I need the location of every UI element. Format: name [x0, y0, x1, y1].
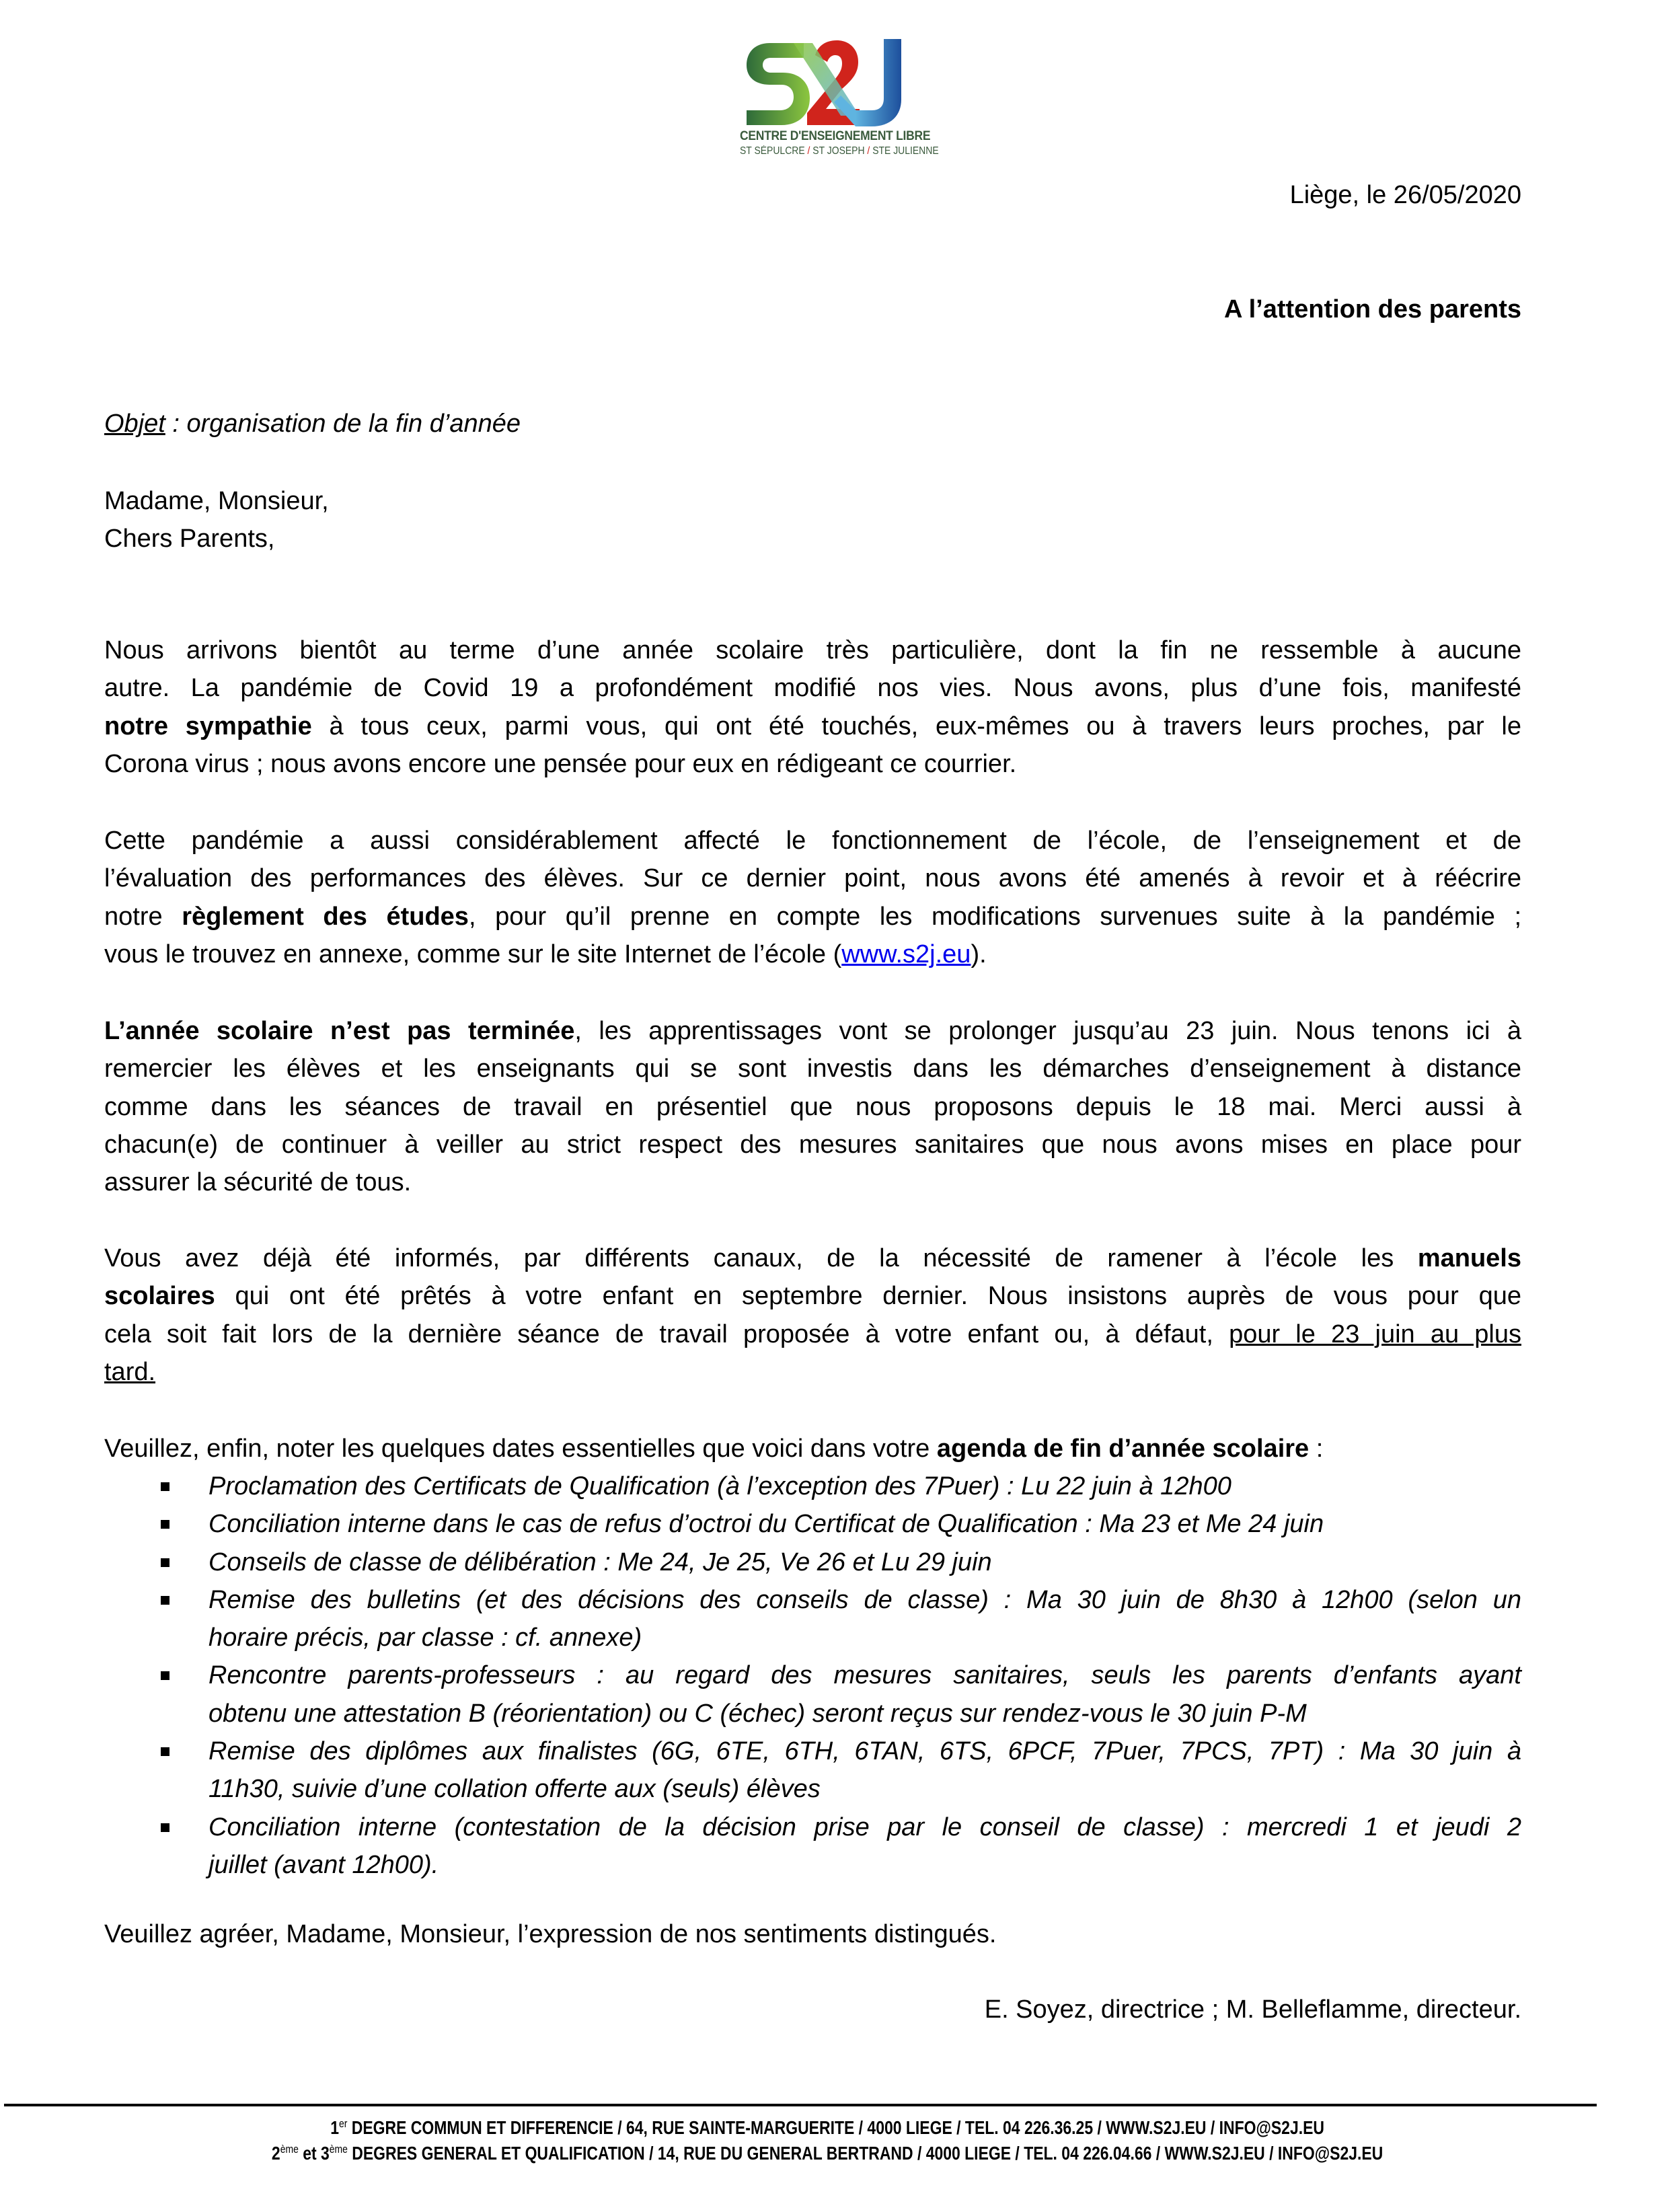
paragraph-line: autre. La pandémie de Covid 19 a profondément modifié nos vies. Nous avons, plus d’une fois, manifesté — [104, 674, 1521, 703]
paragraph-line — [104, 898, 1521, 936]
salutation-line-2: Chers Parents, — [104, 525, 275, 553]
paragraph-annee-non-terminee — [104, 1012, 1521, 1201]
text-run: et 3 — [298, 2143, 330, 2164]
subject-text: : organisation de la fin d’année — [165, 410, 521, 438]
square-bullet-icon — [161, 1747, 169, 1756]
agenda-item-text: juillet (avant 12h00). — [208, 1850, 439, 1879]
agenda-item — [104, 1656, 1521, 1732]
agenda-item-text: Conciliation interne dans le cas de refus d’octroi du Certificat de Qualification : Ma 23 et Me 24 juin — [208, 1510, 1324, 1539]
recipient-line: A l’attention des parents — [1224, 295, 1521, 323]
signature: E. Soyez, directrice ; M. Belleflamme, directeur. — [984, 1995, 1521, 2024]
text-run: , les apprentissages vont se prolonger jusqu’au 23 juin. Nous tenons ici à — [574, 1017, 1521, 1045]
logo-tagline: CENTRE D'ENSEIGNEMENT LIBRE — [740, 129, 931, 143]
agenda-item-text: obtenu une attestation B (réorientation) ou C (échec) seront reçus sur rendez-vous le 30 juin P-M — [208, 1699, 1307, 1728]
agenda-item — [104, 1581, 1521, 1657]
paragraph-line: Nous arrivons bientôt au terme d’une année scolaire très particulière, dont la fin ne ressemble à aucune — [104, 636, 1521, 664]
agenda-intro — [104, 1430, 1323, 1467]
paragraph-line — [104, 1353, 1521, 1391]
agenda-item — [104, 1467, 1521, 1505]
place-date: Liège, le 26/05/2020 — [1289, 181, 1521, 209]
emphasis-scolaires: scolaires — [104, 1282, 215, 1311]
logo-campus-2: ST JOSEPH — [810, 145, 868, 157]
logo-campus-1: ST SÉPULCRE — [740, 145, 808, 157]
text-run: 1 — [330, 2117, 339, 2138]
text-run: qui ont été prêtés à votre enfant en septembre dernier. Nous insistons auprès de vous pour que — [215, 1282, 1521, 1311]
logo-campus-3: STE JULIENNE — [870, 145, 939, 157]
superscript: ème — [329, 2143, 348, 2156]
paragraph-line: comme dans les séances de travail en présentiel que nous proposons depuis le 18 mai. Merci aussi à — [104, 1092, 1521, 1121]
salutation-line-1: Madame, Monsieur, — [104, 487, 329, 515]
school-logo — [740, 35, 939, 159]
paragraph-line — [104, 1012, 1521, 1050]
agenda-item — [104, 1543, 1521, 1581]
paragraph-line: assurer la sécurité de tous. — [104, 1168, 412, 1197]
agenda-item-text: Proclamation des Certificats de Qualification (à l’exception des 7Puer) : Lu 22 juin à 12h00 — [208, 1472, 1231, 1500]
paragraph-reglement — [104, 822, 1521, 973]
logo-separator: / — [807, 145, 810, 157]
emphasis-sympathie: notre sympathie — [104, 712, 312, 740]
footer-divider — [4, 2104, 1597, 2106]
agenda-item — [104, 1505, 1521, 1543]
text-run: 2 — [271, 2143, 280, 2164]
paragraph-line: l’évaluation des performances des élèves. Sur ce dernier point, nous avons été amenés à revoir et à réécrire — [104, 864, 1521, 893]
square-bullet-icon — [161, 1823, 169, 1832]
text-run: Vous avez déjà été informés, par différents canaux, de la nécessité de ramener à l’école les — [104, 1244, 1418, 1272]
agenda-list — [104, 1467, 1521, 1884]
footer-line-1 — [143, 2112, 1511, 2140]
agenda-item-text: Remise des diplômes aux finalistes (6G, 6TE, 6TH, 6TAN, 6TS, 6PCF, 7Puer, 7PCS, 7PT) : Ma 30 juin à — [208, 1737, 1521, 1766]
agenda-item-text: 11h30, suivie d’une collation offerte aux (seuls) élèves — [208, 1775, 821, 1804]
paragraph-line: Corona virus ; nous avons encore une pensée pour eux en rédigeant ce courrier. — [104, 749, 1017, 778]
paragraph-line — [104, 1315, 1521, 1353]
text-run: notre — [104, 902, 182, 931]
s2j-logo-mark-icon — [740, 35, 908, 129]
superscript: ème — [280, 2143, 299, 2156]
logo-campuses — [740, 145, 939, 157]
paragraph-line — [104, 1277, 1521, 1315]
text-run: à tous ceux, parmi vous, qui ont été touchés, eux-mêmes ou à travers leurs proches, par le — [311, 712, 1521, 740]
subject-line — [104, 405, 521, 443]
text-run: Veuillez, enfin, noter les quelques dates essentielles que voici dans votre — [104, 1435, 937, 1463]
superscript: er — [338, 2117, 348, 2130]
agenda-item — [104, 1732, 1521, 1808]
agenda-item-text: Conseils de classe de délibération : Me 24, Je 25, Ve 26 et Lu 29 juin — [208, 1548, 992, 1576]
website-link[interactable]: www.s2j.eu — [841, 940, 971, 968]
agenda-item-text: Rencontre parents-professeurs : au regard des mesures sanitaires, seuls les parents d’enfants ayant — [208, 1661, 1521, 1690]
paragraph-line — [104, 936, 1521, 973]
paragraph-line: chacun(e) de continuer à veiller au strict respect des mesures sanitaires que nous avons mises en place pour — [104, 1130, 1521, 1159]
emphasis-annee: L’année scolaire n’est pas terminée — [104, 1017, 575, 1045]
closing-formula: Veuillez agréer, Madame, Monsieur, l’expression de nos sentiments distingués. — [104, 1920, 997, 1948]
agenda-item-text: Conciliation interne (contestation de la décision prise par le conseil de classe) : mercredi 1 et jeudi 2 — [208, 1813, 1521, 1841]
paragraph-line: remercier les élèves et les enseignants qui se sont investis dans les démarches d’enseignement à distance — [104, 1055, 1521, 1083]
footer-address-2: DEGRES GENERAL ET QUALIFICATION / 14, RUE DU GENERAL BERTRAND / 4000 LIEGE / TEL. 04 226.04.66 / WWW.S2J.EU / INFO@S2J.EU — [347, 2143, 1383, 2164]
text-run: vous le trouvez en annexe, comme sur le site Internet de l’école ( — [104, 940, 842, 968]
logo-separator: / — [867, 145, 870, 157]
subject-label: Objet — [104, 410, 165, 438]
agenda-item — [104, 1808, 1521, 1884]
agenda-item-text: horaire précis, par classe : cf. annexe) — [208, 1624, 642, 1652]
text-run: , pour qu’il prenne en compte les modifications survenues suite à la pandémie ; — [468, 902, 1522, 931]
text-run: ). — [971, 940, 987, 968]
square-bullet-icon — [161, 1671, 169, 1680]
paragraph-manuels — [104, 1240, 1521, 1391]
square-bullet-icon — [161, 1558, 169, 1567]
square-bullet-icon — [161, 1482, 169, 1491]
deadline-underlined: pour le 23 juin au plus — [1229, 1320, 1521, 1348]
square-bullet-icon — [161, 1520, 169, 1529]
paragraph-intro — [104, 632, 1521, 783]
text-run: : — [1309, 1435, 1324, 1463]
deadline-underlined: tard. — [104, 1357, 156, 1386]
emphasis-manuels: manuels — [1417, 1244, 1521, 1272]
square-bullet-icon — [161, 1596, 169, 1605]
emphasis-agenda: agenda de fin d’année scolaire — [936, 1435, 1310, 1463]
paragraph-line: Cette pandémie a aussi considérablement affecté le fonctionnement de l’école, de l’enseignement et de — [104, 827, 1521, 855]
footer-line-2 — [143, 2137, 1511, 2166]
text-run: cela soit fait lors de la dernière séance de travail proposée à votre enfant ou, à défaut, — [104, 1320, 1229, 1348]
paragraph-line — [104, 708, 1521, 745]
footer-address-1: DEGRE COMMUN ET DIFFERENCIE / 64, RUE SAINTE-MARGUERITE / 4000 LIEGE / TEL. 04 226.36.25 / WWW.S2J.EU / INFO@S2J.EU — [347, 2117, 1324, 2138]
agenda-item-text: Remise des bulletins (et des décisions des conseils de classe) : Ma 30 juin de 8h30 à 12h00 (selon un — [208, 1585, 1521, 1614]
paragraph-line — [104, 1240, 1521, 1277]
emphasis-reglement: règlement des études — [182, 902, 469, 931]
